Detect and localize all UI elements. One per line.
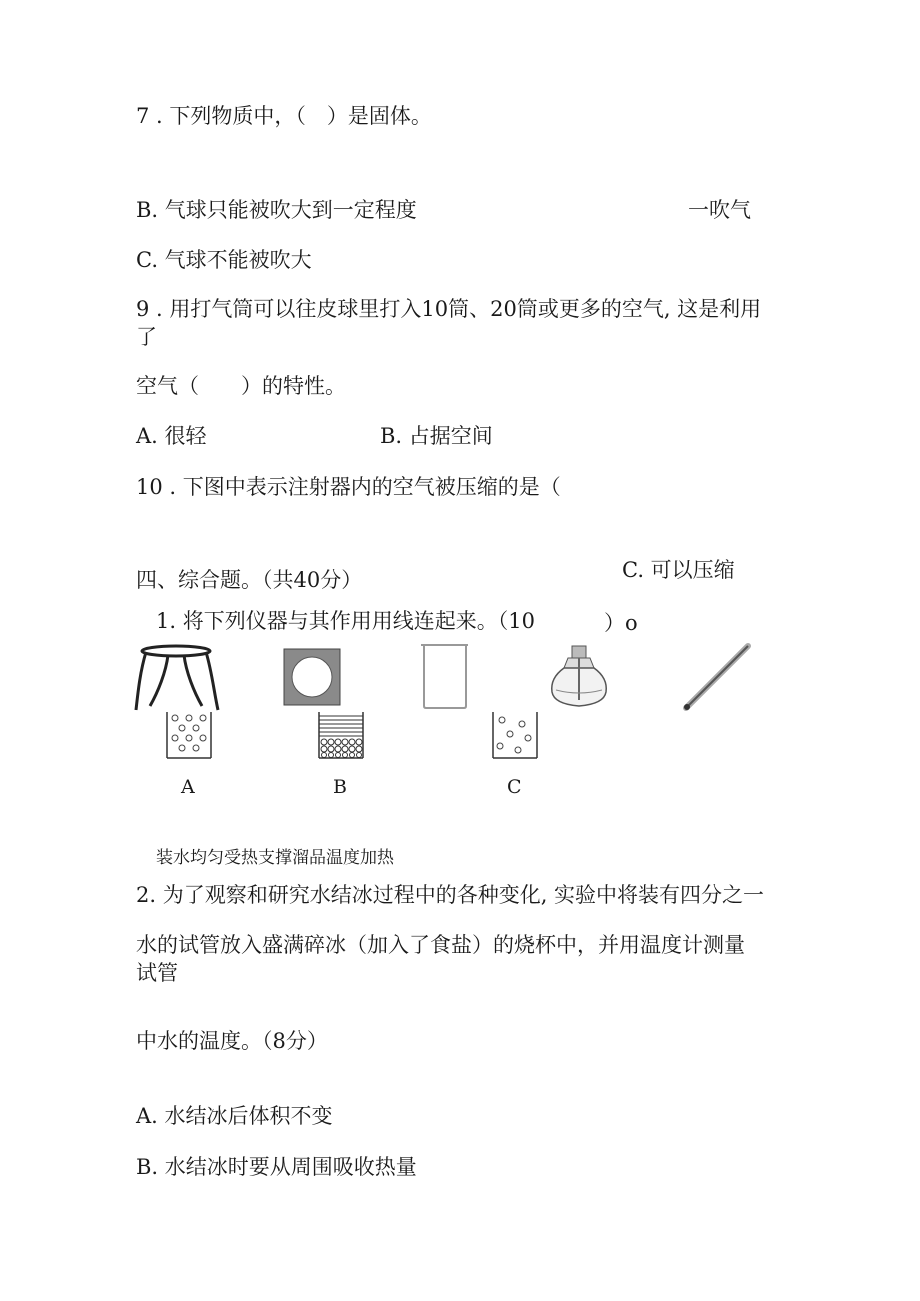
q1-functions-text: 装水均匀受热支撑溜品温度加热 [156, 848, 394, 868]
q2-line2: 水的试管放入盛满碎冰（加入了食盐）的烧杯中，并用温度计测量 [136, 933, 745, 957]
q8-option-b: B. 气球只能被吹大到一定程度 [136, 198, 417, 222]
asbestos-gauze-icon [283, 648, 341, 706]
q9-option-c: C. 可以压缩 [622, 558, 735, 582]
q2-line1: 2. 为了观察和研究水结冰过程中的各种变化, 实验中将装有四分之一 [136, 883, 765, 907]
sample-c-icon [492, 712, 538, 760]
sample-label-a: A [181, 776, 195, 798]
q9-line1: 9 . 用打气筒可以往皮球里打入10筒、20筒或更多的空气, 这是利用 [136, 297, 762, 321]
tripod-stand-icon [134, 642, 220, 712]
sample-a-icon [166, 712, 212, 760]
q2-line3: 中水的温度。（8分） [136, 1029, 328, 1053]
sample-label-c: C [507, 776, 522, 798]
q8-side-text: 一吹气 [688, 198, 751, 222]
sample-label-b: B [333, 776, 347, 798]
q7-text: 7 . 下列物质中，（ ）是固体。 [136, 104, 432, 128]
sample-b-icon [318, 712, 364, 760]
q10-text: 10 . 下图中表示注射器内的空气被压缩的是（ [136, 475, 561, 499]
q8-option-c: C. 气球不能被吹大 [136, 248, 312, 272]
q2-option-b: B. 水结冰时要从周围吸收热量 [136, 1155, 417, 1179]
q9-line1-wrap: 了 [136, 325, 157, 349]
q9-option-b: B. 占据空间 [380, 424, 493, 448]
alcohol-lamp-icon [548, 644, 610, 710]
q1-text: 1. 将下列仪器与其作用用线连起来。（10 [156, 609, 535, 633]
q2-line2-wrap: 试管 [136, 961, 178, 985]
section4-title: 四、综合题。（共40分） [136, 568, 363, 592]
q9-option-a: A. 很轻 [136, 424, 207, 448]
thermometer-icon [680, 642, 752, 712]
q2-option-a: A. 水结冰后体积不变 [136, 1104, 333, 1128]
beaker-icon [418, 642, 472, 710]
q9-line2: 空气（ ）的特性。 [136, 374, 346, 398]
q1-tail: ）o [604, 611, 638, 635]
